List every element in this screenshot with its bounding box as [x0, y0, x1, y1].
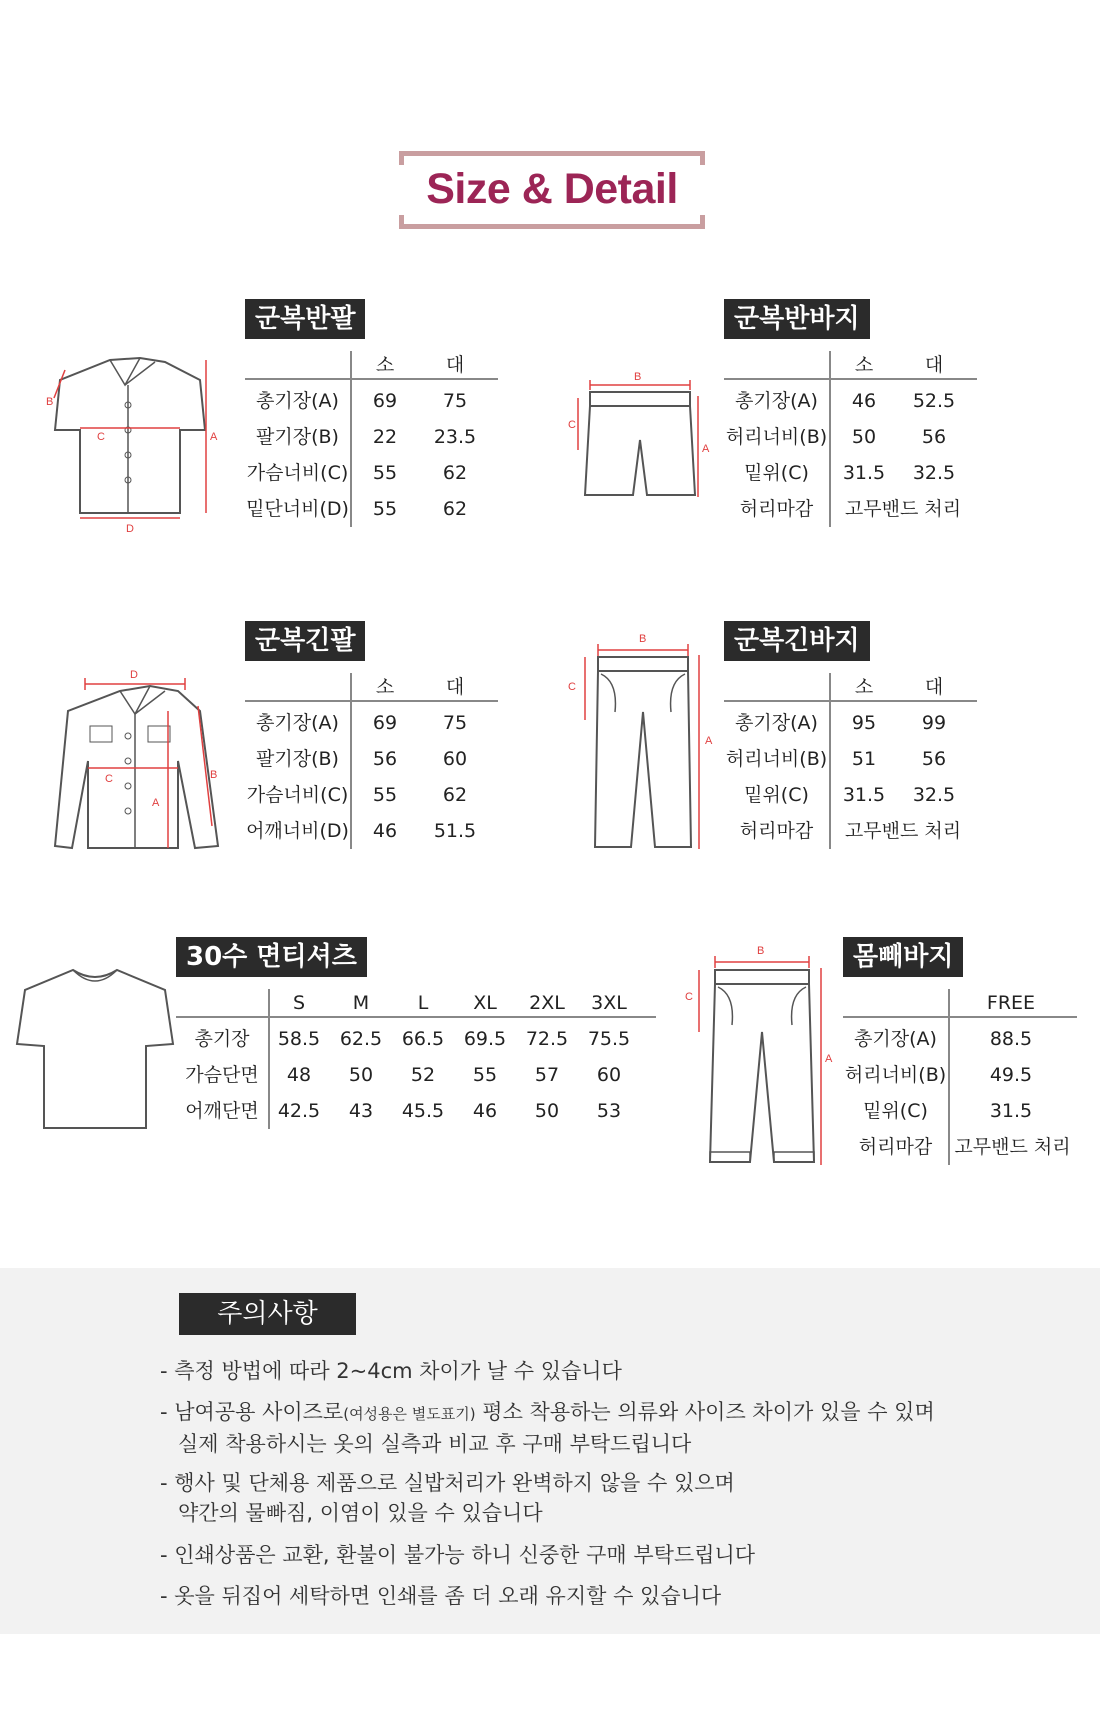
table-cell: 51.5 — [433, 820, 477, 842]
table-cell: 53 — [596, 1100, 622, 1122]
short-shirt-label: 군복반팔 — [245, 299, 365, 339]
table-cell: 62.5 — [339, 1028, 383, 1050]
table-cell: 62 — [442, 784, 468, 806]
table-row — [724, 491, 977, 527]
table-cell: 75 — [442, 712, 468, 734]
row-label: 총기장(A) — [256, 390, 339, 412]
table-row — [724, 419, 977, 455]
table-divider — [724, 700, 977, 702]
long-shirt-illustration — [50, 666, 230, 856]
row-label: 밑단너비(D) — [246, 498, 349, 520]
column-header: 3XL — [591, 992, 627, 1014]
table-cell: 58.5 — [277, 1028, 321, 1050]
table-row — [724, 741, 977, 777]
table-divider — [245, 378, 498, 380]
table-cell: 45.5 — [401, 1100, 445, 1122]
row-label: 총기장(A) — [256, 712, 339, 734]
mark-label: A — [152, 797, 160, 809]
row-label: 밑위(C) — [744, 462, 809, 484]
notice-text: - 인쇄상품은 교환, 환불이 불가능 하니 신중한 구매 부탁드립니다 — [160, 1543, 756, 1567]
column-header: 소 — [375, 676, 395, 698]
row-label: 허리마감 — [858, 1136, 933, 1158]
short-pants-table — [724, 347, 977, 527]
table-divider — [176, 1016, 656, 1018]
table-cell: 50 — [534, 1100, 560, 1122]
column-header: 대 — [924, 354, 944, 376]
mark-label: C — [105, 773, 113, 785]
table-cell: 56 — [372, 748, 398, 770]
table-cell: 57 — [534, 1064, 560, 1086]
table-cell: 고무밴드 처리 — [954, 1136, 1071, 1158]
table-cell: 69 — [372, 712, 398, 734]
row-label: 총기장(A) — [735, 390, 818, 412]
table-row — [724, 813, 977, 849]
table-cell: 50 — [348, 1064, 374, 1086]
row-label: 팔기장(B) — [256, 748, 339, 770]
table-row — [245, 813, 498, 849]
table-cell: 55 — [372, 462, 398, 484]
table-cell: 55 — [472, 1064, 498, 1086]
table-row — [724, 383, 977, 419]
row-label: 가슴단면 — [185, 1064, 259, 1086]
column-header: M — [352, 992, 370, 1014]
table-cell: 75.5 — [587, 1028, 631, 1050]
table-cell: 52 — [410, 1064, 436, 1086]
table-row — [843, 1057, 1077, 1093]
table-row — [245, 741, 498, 777]
table-cell: 46 — [472, 1100, 498, 1122]
column-header: 소 — [854, 354, 874, 376]
short-pants-illustration — [560, 370, 720, 510]
notice-text-small: (여성용은 별도표기) — [343, 1405, 476, 1423]
tshirt-illustration — [15, 962, 175, 1132]
column-header: 소 — [854, 676, 874, 698]
notice-item — [160, 1356, 622, 1386]
table-row — [176, 1093, 656, 1129]
column-header: FREE — [986, 992, 1036, 1014]
table-row — [843, 1021, 1077, 1057]
table-row — [245, 383, 498, 419]
table-cell: 31.5 — [989, 1100, 1033, 1122]
tshirt-table — [176, 985, 656, 1130]
mark-label: B — [210, 769, 218, 781]
table-divider — [245, 700, 498, 702]
notice-text: 평소 착용하는 의류와 사이즈 차이가 있을 수 있며 — [475, 1400, 935, 1424]
jogger-pants-illustration — [685, 940, 835, 1175]
table-cell: 62 — [442, 462, 468, 484]
row-label: 어깨단면 — [185, 1100, 259, 1122]
row-label: 어깨너비(D) — [246, 820, 349, 842]
mark-label: A — [705, 735, 713, 747]
notice-text: - 옷을 뒤집어 세탁하면 인쇄를 좀 더 오래 유지할 수 있습니다 — [160, 1584, 722, 1608]
tshirt-label: 30수 면티셔츠 — [176, 937, 367, 977]
table-row — [245, 777, 498, 813]
table-cell: 고무밴드 처리 — [844, 498, 962, 520]
row-label: 총기장(A) — [735, 712, 818, 734]
notice-text: - 행사 및 단체용 제품으로 실밥처리가 완벽하지 않을 수 있으며 — [160, 1471, 735, 1495]
mark-label: C — [568, 419, 576, 431]
table-row — [245, 455, 498, 491]
table-cell: 50 — [851, 426, 877, 448]
table-cell: 95 — [851, 712, 877, 734]
table-cell: 42.5 — [277, 1100, 321, 1122]
table-cell: 72.5 — [525, 1028, 569, 1050]
table-cell: 60 — [442, 748, 468, 770]
notice-item — [160, 1540, 755, 1570]
mark-label: C — [568, 681, 576, 693]
table-cell: 56 — [921, 426, 947, 448]
row-label: 허리마감 — [739, 498, 814, 520]
row-label: 팔기장(B) — [256, 426, 339, 448]
mark-label: A — [702, 443, 710, 455]
row-label: 밑위(C) — [744, 784, 809, 806]
notice-text: - 측정 방법에 따라 2~4cm 차이가 날 수 있습니다 — [160, 1359, 622, 1383]
mark-label: D — [126, 523, 134, 535]
short-pants-label: 군복반바지 — [724, 299, 870, 339]
table-cell: 43 — [348, 1100, 374, 1122]
table-cell: 69.5 — [463, 1028, 507, 1050]
size-detail-header — [399, 151, 705, 229]
notice-text: 약간의 물빠짐, 이염이 있을 수 있습니다 — [178, 1501, 543, 1525]
table-row — [724, 777, 977, 813]
row-label: 허리마감 — [739, 820, 814, 842]
table-cell: 32.5 — [912, 462, 956, 484]
column-header: 대 — [924, 676, 944, 698]
table-cell: 고무밴드 처리 — [844, 820, 962, 842]
short-shirt-illustration — [40, 350, 220, 535]
mark-label: C — [97, 431, 105, 443]
table-divider — [724, 378, 977, 380]
row-label: 총기장(A) — [854, 1028, 937, 1050]
mark-label: A — [825, 1053, 833, 1065]
table-row — [843, 1129, 1077, 1165]
table-cell: 66.5 — [401, 1028, 445, 1050]
mark-label: A — [210, 431, 218, 443]
row-label: 총기장 — [194, 1028, 250, 1050]
long-pants-illustration — [563, 622, 713, 852]
table-cell: 99 — [921, 712, 947, 734]
table-cell: 56 — [921, 748, 947, 770]
row-label: 허리너비(B) — [725, 748, 828, 770]
column-header: 대 — [445, 676, 465, 698]
mark-label: D — [130, 669, 138, 681]
table-divider — [843, 1016, 1077, 1018]
notice-item — [160, 1468, 735, 1528]
jogger-pants-label: 몸빼바지 — [843, 937, 963, 977]
table-cell: 55 — [372, 784, 398, 806]
column-header: S — [292, 992, 306, 1014]
notice-item — [160, 1397, 935, 1459]
column-header: XL — [473, 992, 497, 1014]
header-bottom-bar — [399, 224, 705, 229]
table-cell: 23.5 — [433, 426, 477, 448]
notice-panel — [0, 1268, 1100, 1634]
mark-label: C — [685, 991, 693, 1003]
row-label: 가슴너비(C) — [246, 784, 349, 806]
notice-item — [160, 1581, 721, 1611]
long-shirt-table — [245, 669, 498, 849]
header-tick — [700, 151, 705, 165]
table-row — [724, 705, 977, 741]
column-header: 2XL — [529, 992, 565, 1014]
table-cell: 22 — [372, 426, 398, 448]
table-row — [176, 1057, 656, 1093]
column-header: 대 — [445, 354, 465, 376]
table-cell: 31.5 — [842, 462, 886, 484]
table-cell: 55 — [372, 498, 398, 520]
table-cell: 49.5 — [989, 1064, 1033, 1086]
long-pants-label: 군복긴바지 — [724, 621, 870, 661]
table-row — [843, 1093, 1077, 1129]
header-tick — [399, 151, 404, 165]
table-row — [176, 1021, 656, 1057]
table-cell: 51 — [851, 748, 877, 770]
notice-text: 실제 착용하시는 옷의 실측과 비교 후 구매 부탁드립니다 — [178, 1432, 692, 1456]
table-row — [245, 491, 498, 527]
header-top-bar — [399, 151, 705, 156]
column-header: 소 — [375, 354, 395, 376]
row-label: 허리너비(B) — [725, 426, 828, 448]
table-cell: 46 — [851, 390, 877, 412]
notice-text: - 남여공용 사이즈로 — [160, 1400, 344, 1424]
notice-label: 주의사항 — [179, 1293, 356, 1335]
table-cell: 69 — [372, 390, 398, 412]
mark-label: B — [757, 945, 765, 957]
table-cell: 88.5 — [989, 1028, 1033, 1050]
row-label: 가슴너비(C) — [246, 462, 349, 484]
table-cell: 48 — [286, 1064, 312, 1086]
table-row — [245, 705, 498, 741]
mark-label: B — [639, 633, 647, 645]
row-label: 밑위(C) — [863, 1100, 928, 1122]
table-cell: 60 — [596, 1064, 622, 1086]
mark-label: B — [634, 371, 642, 383]
table-row — [245, 419, 498, 455]
table-cell: 62 — [442, 498, 468, 520]
table-cell: 32.5 — [912, 784, 956, 806]
table-cell: 31.5 — [842, 784, 886, 806]
column-header: L — [417, 992, 429, 1014]
table-cell: 52.5 — [912, 390, 956, 412]
short-shirt-table — [245, 347, 498, 527]
page-title: Size & Detail — [426, 165, 678, 213]
mark-label: B — [46, 396, 54, 408]
table-row — [724, 455, 977, 491]
row-label: 허리너비(B) — [844, 1064, 947, 1086]
long-pants-table — [724, 669, 977, 849]
table-cell: 46 — [372, 820, 398, 842]
long-shirt-label: 군복긴팔 — [245, 621, 365, 661]
table-cell: 75 — [442, 390, 468, 412]
jogger-pants-table — [843, 985, 1077, 1165]
